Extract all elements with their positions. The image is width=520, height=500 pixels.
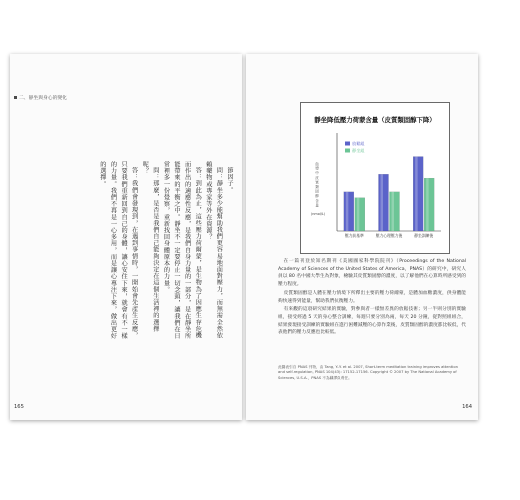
bar [344,192,354,231]
vertical-body-text [28,161,234,341]
left-page [10,54,242,420]
chart-panel [300,102,450,254]
page-number: 164 [462,404,472,410]
bar [379,174,389,231]
legend-swatch [345,149,350,153]
y-axis-label-char: 量 [315,203,319,208]
chart-title: 靜坐降低壓力荷蒙含量（皮質類固醇下降） [314,116,436,124]
paragraph: 有來觀的這項研究結果的實驗，對參與者一樣無差異的放鬆技術；另一半則分別的實驗組，接受經過 5 天的身心整合訓練，每週只要分別為兩，每天 20 分鐘，從對照組組合，結果發現接受訓練的實驗組在進行困難減壓的心算作業後，皮質類固醇的濃度都比較低，代表他們的壓力反應也比較低。 [278,307,466,336]
section-marker [14,96,17,99]
page-number: 165 [14,404,24,410]
legend-label: 放鬆組 [352,141,365,146]
y-axis-label-char: 漿 [315,166,319,171]
y-axis-label-char: 皮 [315,175,319,180]
y-axis-label-char: 類 [315,185,319,189]
y-axis-label-char: 質 [315,180,319,185]
running-head-text: 二、靜坐與身心的變化 [19,96,67,101]
y-axis-unit: (nmol/L) [310,212,326,216]
bar-highlight [392,192,395,231]
running-head [14,94,67,101]
paragraph: 問：那麼，是否是我們自己能夠決定在這個生活裡的選擇呢？ [141,161,159,333]
paragraph: 問：靜坐多少能幫助我們更容易地面對壓力，而無需全然依賴藥物或專家等外在資源？ [204,161,223,339]
bar-highlight [381,174,384,231]
bar [424,178,434,231]
bar-highlight [426,178,429,231]
y-axis-label-char: 中 [315,171,319,176]
x-tick-label: 壓力前基準 [344,233,364,238]
paragraph: 在一篇刊登於知名期刊《美國國家科學院院刊》（Proceedings of the National Academy of Sciences of the United States of America，PNAS）的研究中，研究人員以 80 名中國大學生為對象，檢驗其皮質類固醇的濃度，以了解他們在心算時所感受到的壓力程度。 [278,259,466,288]
bar [413,157,423,231]
y-axis-label-char: 含 [315,198,319,203]
body-text [278,258,466,338]
bar [355,198,365,231]
paragraph: 答：到此為止，這些壓力荷爾蒙，是生物為了因應生存危機而作出的適應性反應，是我們自身力量的一部分，是在靜坐所能帶來的平衡之中。靜坐不一定要停止一切念頭，讓我們在日常裡多一份覺察，重新找回身體原本的力量。 [162,161,202,340]
paragraph: 答：我們會發現到，在遇到事情時，一開始會先產生反應，只要我們重新回到自己的身體，讓心安住下來，就會有不一樣的力量。我們不再是一心多用，而是讓心專注下來，做出更好的選擇。 [98,161,138,340]
bar [390,192,400,231]
footnote: 此圖表引自 PNAS 刊物，由 Tang, Y.-Y. et al. 2007, Short-term meditation training improves attention and self-regulation, PNAS 104(43): 17152-17156. Copyright © 2007 by The National Academy of Sciences, U.S.A.，PNAS 不為翻譯負責任。 [278,365,458,380]
y-axis-label-char: 血 [315,162,319,166]
right-page [246,54,478,420]
y-axis-label-char: 醇 [315,194,319,199]
bar-highlight [415,157,418,231]
paragraph: 皮質類固醇是人體在壓力情境下所釋出主要的壓力荷爾蒙，是體加血糖濃度，供身體能夠快速得到能量，幫助我們抗衡壓力。 [278,290,466,304]
legend-swatch [345,142,350,146]
legend-label: 靜坐組 [352,148,365,153]
x-tick-label: 靜坐訓練後 [414,233,434,238]
x-tick-label: 壓力心理壓力後 [375,233,403,238]
bar-highlight [357,198,360,231]
y-axis-label-char: 固 [315,189,319,194]
bar-highlight [346,192,349,231]
paragraph: 節因子。 [226,167,233,194]
bar-chart [301,103,449,253]
